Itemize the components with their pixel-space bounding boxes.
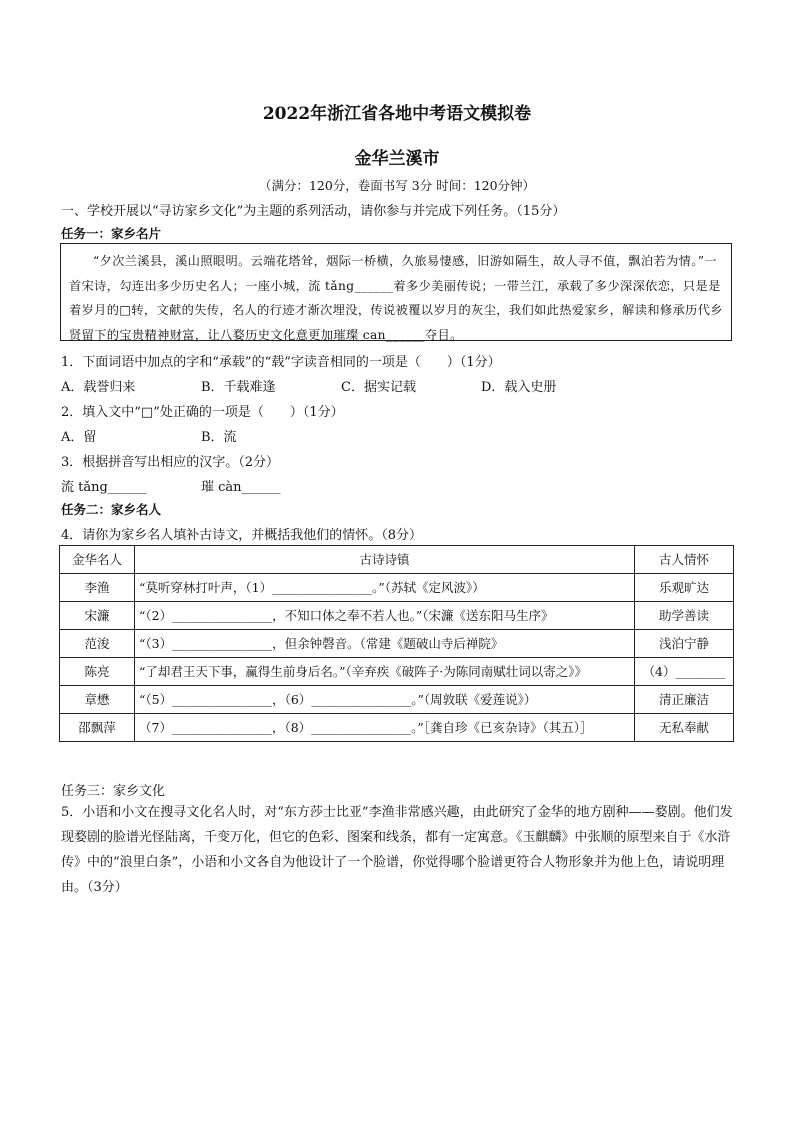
table-cell: 宋濂: [60, 602, 135, 630]
table-cell: 清正廉洁: [635, 686, 734, 714]
table-cell: 陈亮: [60, 658, 135, 686]
table-row: [60, 714, 734, 742]
passage-box: [60, 243, 732, 341]
table-cell: 章懋: [60, 686, 135, 714]
table-cell: 李渔: [60, 574, 135, 602]
table-row: [60, 686, 734, 714]
task1-heading: 任务一：家乡名片: [61, 226, 162, 241]
exam-meta: （满分：120分，卷面书写 3分 时间：120分钟）: [258, 178, 536, 193]
table-header-cell: 金华名人: [60, 546, 135, 574]
section-heading: 一、学校开展以“寻访家乡文化”为主题的系列活动，请你参与并完成下列任务。（15分）: [61, 204, 566, 219]
question-3: 3．根据拼音写出相应的汉字。（2分）: [61, 455, 280, 470]
table-cell: 无私奉献: [635, 714, 734, 742]
question-1: 1．下面词语中加点的字和“承载”的“载”字读音相同的一项是（ ）（1分）: [61, 355, 501, 370]
q3-blank-1: 流 tǎng______: [61, 480, 147, 495]
q2-options: [61, 426, 237, 445]
table-row: [60, 630, 734, 658]
table-cell: （7）________________，（8）________________。”［龚自珍《已亥杂诗》（其五）］: [135, 714, 635, 742]
table-cell: 浅泊宁静: [635, 630, 734, 658]
q1-options: [61, 376, 556, 395]
table-cell: “（5）________________，（6）________________。”（周敦联《爱莲说》）: [135, 686, 635, 714]
table-header-cell: 古人情怀: [635, 546, 734, 574]
table-cell: “（2）________________，不知口体之奉不若人也。”（宋濂《送东阳马生序》: [135, 602, 635, 630]
table-cell: “（3）________________，但余钟磬音。（常建《题破山寺后禅院》: [135, 630, 635, 658]
table-cell: 邵飘萍: [60, 714, 135, 742]
page-subtitle: 金华兰溪市: [354, 149, 440, 169]
table-header-cell: 古诗诗镇: [135, 546, 635, 574]
q1-option-a: A．载誉归来: [61, 380, 136, 395]
table-row: [60, 574, 734, 602]
question-2: 2．填入文中“□”处正确的一项是（ ）（1分）: [61, 405, 344, 420]
table-row: [60, 658, 734, 686]
q2-option-b: B．流: [201, 430, 237, 445]
q3-blanks: [61, 476, 281, 495]
q2-option-a: A．留: [61, 430, 97, 445]
question-4: 4．请你为家乡名人填补古诗文，并概括我他们的情怀。（8分）: [61, 528, 423, 543]
table-row: [60, 602, 734, 630]
table-cell: 范浚: [60, 630, 135, 658]
table-cell: “莫听穿林打叶声，（1）________________。”（苏轼《定风波》）: [135, 574, 635, 602]
table-cell: 乐观旷达: [635, 574, 734, 602]
q3-blank-2: 璀 càn______: [201, 480, 281, 495]
task2-heading: 任务二：家乡名人: [61, 502, 162, 517]
table-cell: 助学善读: [635, 602, 734, 630]
task3-heading: 任务三：家乡文化: [61, 784, 166, 799]
q1-option-b: B．千载难逢: [201, 380, 276, 395]
table-cell: （4）________: [635, 658, 734, 686]
page-title: 2022年浙江省各地中考语文模拟卷: [262, 104, 532, 124]
q1-option-d: D．载入史册: [481, 380, 557, 395]
question-5: 5．小语和小文在搜寻文化名人时，对“东方莎士比亚”李渔非常感兴趣，由此研究了金华的地方剧种——婺剧。他们发现婺剧的脸谱光怪陆离，千变万化，但它的色彩、图案和线条，都有一定寓意。《玉麒麟》中张顺的原型来自于《水浒传》中的“浪里白条”，小语和小文各自为他设计了一个脸谱，你觉得哪个脸谱更符合人物形象并为他上色，请说明理由。（3分）: [61, 805, 733, 895]
q1-option-c: C．据实记载: [341, 380, 416, 395]
passage-text: “夕次兰溪县，溪山照眼明。云端花塔耸，烟际一桥横，久旅易悽感，旧游如隔生，故人寻不值，飘泊若为情。”一首宋诗，勾连出多少历史名人；一座小城，流 tǎng______着多少美丽传说；一带兰江，承载了多少深深依恋，只是是着岁月的□转，文献的失传，名人的行迹才渐次埋没，传说被覆以岁月的灰尘，我们如此热爱家乡，解读和修承历代乡贤留下的宝贵精神财富，让八婺历史文化意更加璀璨 can______夺目。: [69, 254, 723, 342]
table-header-row: [60, 546, 734, 574]
table-cell: “了却君王天下事，赢得生前身后名。”（辛弃疾《破阵子·为陈同南赋壮词以寄之》》: [135, 658, 635, 686]
poem-table: [59, 545, 734, 742]
